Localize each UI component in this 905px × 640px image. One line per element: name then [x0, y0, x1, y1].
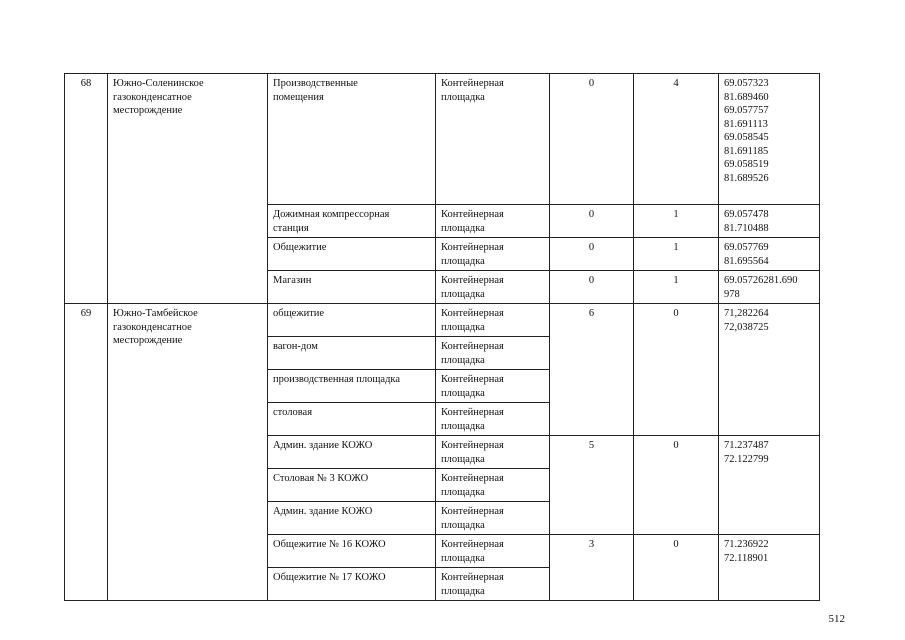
- site-type: Контейнерная площадка: [436, 337, 550, 370]
- page-number: 512: [828, 613, 845, 625]
- count-a: 0: [550, 205, 634, 238]
- field-name: Южно-Тамбейское газоконденсатное месторождение: [108, 304, 268, 601]
- object-name: Админ. здание КОЖО: [268, 436, 436, 469]
- object-name: Производственные помещения: [268, 74, 436, 205]
- coordinates: 69.057478 81.710488: [719, 205, 820, 238]
- object-name: Админ. здание КОЖО: [268, 502, 436, 535]
- count-a: 0: [550, 271, 634, 304]
- count-a: 6: [550, 304, 634, 436]
- object-name: Общежитие № 16 КОЖО: [268, 535, 436, 568]
- site-type: Контейнерная площадка: [436, 304, 550, 337]
- field-name: Южно-Соленинское газоконденсатное месторождение: [108, 74, 268, 304]
- data-table: [64, 73, 820, 601]
- object-name: Общежитие № 17 КОЖО: [268, 568, 436, 601]
- count-a: 0: [550, 238, 634, 271]
- coordinates: 69.057323 81.689460 69.057757 81.691113 69.058545 81.691185 69.058519 81.689526: [719, 74, 820, 205]
- coordinates: 71.236922 72.118901: [719, 535, 820, 601]
- table-row: [65, 74, 820, 205]
- count-b: 4: [634, 74, 719, 205]
- site-type: Контейнерная площадка: [436, 436, 550, 469]
- object-name: Общежитие: [268, 238, 436, 271]
- count-b: 1: [634, 205, 719, 238]
- count-b: 1: [634, 238, 719, 271]
- site-type: Контейнерная площадка: [436, 205, 550, 238]
- row-number: 69: [65, 304, 108, 601]
- count-b: 1: [634, 271, 719, 304]
- object-name: Магазин: [268, 271, 436, 304]
- site-type: Контейнерная площадка: [436, 74, 550, 205]
- coordinates: 69.05726281.690 978: [719, 271, 820, 304]
- count-b: 0: [634, 436, 719, 535]
- site-type: Контейнерная площадка: [436, 502, 550, 535]
- object-name: Дожимная компрессорная станция: [268, 205, 436, 238]
- count-a: 0: [550, 74, 634, 205]
- object-name: столовая: [268, 403, 436, 436]
- row-number: 68: [65, 74, 108, 304]
- site-type: Контейнерная площадка: [436, 568, 550, 601]
- table-row: [65, 304, 820, 337]
- count-b: 0: [634, 535, 719, 601]
- count-a: 3: [550, 535, 634, 601]
- site-type: Контейнерная площадка: [436, 403, 550, 436]
- coordinates: 69.057769 81.695564: [719, 238, 820, 271]
- object-name: вагон-дом: [268, 337, 436, 370]
- count-a: 5: [550, 436, 634, 535]
- site-type: Контейнерная площадка: [436, 535, 550, 568]
- site-type: Контейнерная площадка: [436, 370, 550, 403]
- site-type: Контейнерная площадка: [436, 238, 550, 271]
- object-name: общежитие: [268, 304, 436, 337]
- count-b: 0: [634, 304, 719, 436]
- coordinates: 71.237487 72.122799: [719, 436, 820, 535]
- coordinates: 71,282264 72,038725: [719, 304, 820, 436]
- site-type: Контейнерная площадка: [436, 469, 550, 502]
- object-name: Столовая № 3 КОЖО: [268, 469, 436, 502]
- object-name: производственная площадка: [268, 370, 436, 403]
- site-type: Контейнерная площадка: [436, 271, 550, 304]
